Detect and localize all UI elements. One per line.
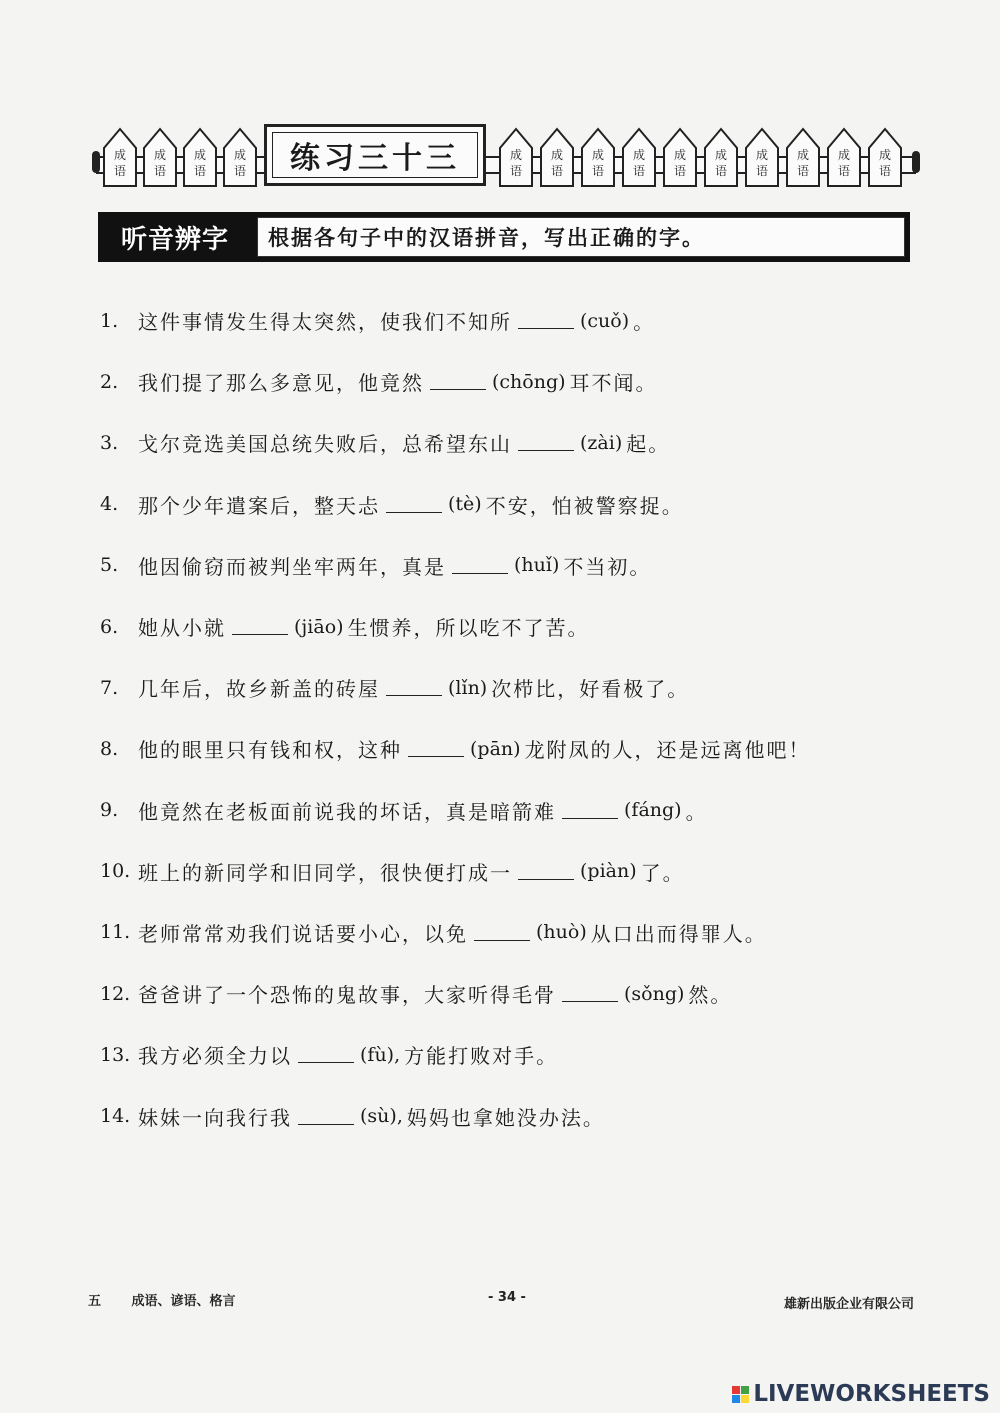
house-char-top: 成 — [193, 148, 206, 162]
question-text-after: 了。 — [640, 860, 685, 885]
fence-house-icon — [703, 126, 739, 188]
fence-house-icon — [580, 126, 616, 188]
title-banner — [96, 118, 916, 196]
house-char-bottom: 语 — [837, 164, 850, 178]
question-number: 13. — [100, 1043, 131, 1066]
question-text-after: 妈妈也拿她没办法。 — [406, 1105, 605, 1130]
question-text-before: 班上的新同学和旧同学，很快便打成一 — [138, 860, 512, 885]
pinyin-hint: (sǒng) — [624, 982, 685, 1005]
question-text-after: 次栉比，好看极了。 — [491, 677, 690, 702]
question-number: 5. — [100, 554, 119, 577]
question-text-after: 生惯养，所以吃不了苦。 — [347, 616, 590, 641]
pinyin-hint: (huǐ) — [514, 554, 560, 577]
exercise-title-box — [264, 124, 486, 186]
house-char-top: 成 — [233, 148, 246, 162]
question-text-after: 。 — [633, 310, 656, 335]
answer-blank[interactable] — [518, 434, 574, 451]
footer-chapter-number: 五 — [88, 1294, 102, 1309]
question-number: 1. — [100, 309, 119, 332]
footer-publisher: 雄新出版企业有限公司 — [784, 1297, 915, 1312]
exercise-title: 练习三十三 — [272, 132, 478, 178]
house-char-bottom: 语 — [591, 164, 604, 178]
house-char-top: 成 — [837, 148, 850, 162]
house-char-top: 成 — [113, 148, 126, 162]
question-row — [100, 535, 920, 596]
house-char-bottom: 语 — [878, 164, 891, 178]
question-text-before: 她从小就 — [138, 616, 226, 641]
question-row — [100, 412, 920, 473]
house-char-bottom: 语 — [673, 164, 686, 178]
pinyin-hint: (jiāo) — [294, 615, 344, 638]
question-text-before: 他因偷窃而被判坐牢两年，真是 — [138, 554, 446, 579]
question-text-before: 我们提了那么多意见，他竟然 — [138, 371, 424, 396]
question-row — [100, 963, 920, 1024]
section-instruction: 根据各句子中的汉语拼音，写出正确的字。 — [257, 217, 905, 257]
logo-square — [732, 1395, 740, 1403]
house-char-top: 成 — [632, 148, 645, 162]
house-char-bottom: 语 — [755, 164, 768, 178]
question-text-before: 他竟然在老板面前说我的坏话，真是暗箭难 — [138, 799, 556, 824]
question-text-after: 然。 — [688, 983, 733, 1008]
question-row — [100, 657, 920, 718]
rail-end-right — [912, 151, 920, 173]
house-char-bottom: 语 — [509, 164, 522, 178]
footer-chapter — [88, 1290, 236, 1309]
pinyin-hint: (piàn) — [580, 860, 637, 883]
footer-page-number: - 34 - — [488, 1290, 526, 1305]
pinyin-hint: (pān) — [470, 737, 521, 760]
fence-house-icon — [785, 126, 821, 188]
answer-blank[interactable] — [452, 557, 508, 574]
house-char-top: 成 — [796, 148, 809, 162]
fence-house-icon — [662, 126, 698, 188]
house-char-top: 成 — [550, 148, 563, 162]
answer-blank[interactable] — [562, 802, 618, 819]
pinyin-hint: (huò) — [536, 921, 587, 944]
fence-house-icon — [102, 126, 138, 188]
answer-blank[interactable] — [298, 1046, 354, 1063]
question-text-before: 妹妹一向我行我 — [138, 1105, 292, 1130]
fence-house-icon — [826, 126, 862, 188]
question-number: 11. — [100, 921, 131, 944]
question-text-after: 不当初。 — [563, 554, 652, 579]
house-char-bottom: 语 — [632, 164, 645, 178]
pinyin-hint: (chōng) — [492, 370, 566, 393]
logo-square — [741, 1395, 749, 1403]
question-row — [100, 474, 920, 535]
fence-house-icon — [867, 126, 903, 188]
liveworksheets-logo-icon — [732, 1386, 749, 1403]
answer-blank[interactable] — [232, 618, 288, 635]
question-text-before: 他的眼里只有钱和权，这种 — [138, 738, 402, 763]
answer-blank[interactable] — [430, 373, 486, 390]
pinyin-hint: (cuǒ) — [580, 309, 630, 332]
question-text-before: 几年后，故乡新盖的砖屋 — [138, 677, 380, 702]
question-row — [100, 351, 920, 412]
fence-house-icon — [498, 126, 534, 188]
answer-blank[interactable] — [518, 863, 574, 880]
section-instruction-box — [252, 212, 910, 262]
section-header — [98, 212, 910, 262]
question-number: 7. — [100, 676, 119, 699]
question-number: 12. — [100, 982, 131, 1005]
fence-house-icon — [142, 126, 178, 188]
logo-square — [732, 1386, 740, 1394]
fence-house-icon — [539, 126, 575, 188]
question-row — [100, 290, 920, 351]
logo-square — [741, 1386, 749, 1394]
house-char-bottom: 语 — [233, 164, 246, 178]
liveworksheets-text: LIVEWORKSHEETS — [753, 1381, 990, 1407]
question-number: 6. — [100, 615, 119, 638]
question-row — [100, 780, 920, 841]
answer-blank[interactable] — [518, 312, 574, 329]
section-label: 听音辨字 — [98, 212, 252, 262]
liveworksheets-watermark[interactable] — [732, 1381, 990, 1407]
house-char-top: 成 — [714, 148, 727, 162]
answer-blank[interactable] — [474, 924, 530, 941]
question-text-after: 不安，怕被警察捉。 — [485, 493, 684, 518]
house-char-top: 成 — [878, 148, 891, 162]
answer-blank[interactable] — [562, 985, 618, 1002]
house-char-top: 成 — [591, 148, 604, 162]
answer-blank[interactable] — [386, 679, 442, 696]
question-text-before: 我方必须全力以 — [138, 1044, 292, 1069]
question-number: 4. — [100, 493, 119, 516]
answer-blank[interactable] — [408, 740, 464, 757]
house-char-bottom: 语 — [714, 164, 727, 178]
house-char-bottom: 语 — [153, 164, 166, 178]
question-row — [100, 841, 920, 902]
house-char-top: 成 — [153, 148, 166, 162]
house-char-bottom: 语 — [193, 164, 206, 178]
question-row — [100, 1085, 920, 1146]
pinyin-hint: (tè) — [448, 493, 482, 516]
fence-house-icon — [222, 126, 258, 188]
question-row — [100, 718, 920, 779]
pinyin-hint: (fù), — [360, 1043, 401, 1066]
answer-blank[interactable] — [386, 496, 442, 513]
pinyin-hint: (lǐn) — [448, 676, 488, 699]
question-text-before: 戈尔竞选美国总统失败后，总希望东山 — [138, 432, 512, 457]
question-row — [100, 1024, 920, 1085]
question-number: 14. — [100, 1105, 131, 1128]
house-char-bottom: 语 — [796, 164, 809, 178]
question-text-after: 耳不闻。 — [569, 371, 658, 396]
question-number: 3. — [100, 431, 119, 454]
house-char-bottom: 语 — [113, 164, 126, 178]
question-text-before: 老师常常劝我们说话要小心，以免 — [138, 921, 468, 946]
pinyin-hint: (fáng) — [624, 799, 682, 822]
question-text-after: 从口出而得罪人。 — [590, 921, 767, 946]
question-list — [100, 290, 920, 1147]
question-text-after: 。 — [685, 799, 708, 824]
question-number: 2. — [100, 370, 119, 393]
house-char-bottom: 语 — [550, 164, 563, 178]
house-char-top: 成 — [673, 148, 686, 162]
footer-chapter-title: 成语、谚语、格言 — [131, 1294, 236, 1309]
rail-end-left — [92, 151, 100, 173]
question-text-before: 那个少年遣案后，整天忐 — [138, 493, 380, 518]
pinyin-hint: (zài) — [580, 431, 623, 454]
question-text-after: 方能打败对手。 — [404, 1044, 559, 1069]
fence-house-icon — [182, 126, 218, 188]
question-number: 9. — [100, 799, 119, 822]
house-char-top: 成 — [509, 148, 522, 162]
question-row — [100, 596, 920, 657]
question-text-before: 这件事情发生得太突然，使我们不知所 — [138, 310, 512, 335]
question-row — [100, 902, 920, 963]
question-number: 8. — [100, 737, 119, 760]
question-number: 10. — [100, 860, 131, 883]
question-text-after: 起。 — [626, 432, 671, 457]
fence-house-icon — [744, 126, 780, 188]
pinyin-hint: (sù), — [360, 1105, 403, 1128]
fence-house-icon — [621, 126, 657, 188]
question-text-after: 龙附凤的人，还是远离他吧！ — [524, 738, 811, 763]
question-text-before: 爸爸讲了一个恐怖的鬼故事，大家听得毛骨 — [138, 983, 556, 1008]
house-char-top: 成 — [755, 148, 768, 162]
answer-blank[interactable] — [298, 1108, 354, 1125]
